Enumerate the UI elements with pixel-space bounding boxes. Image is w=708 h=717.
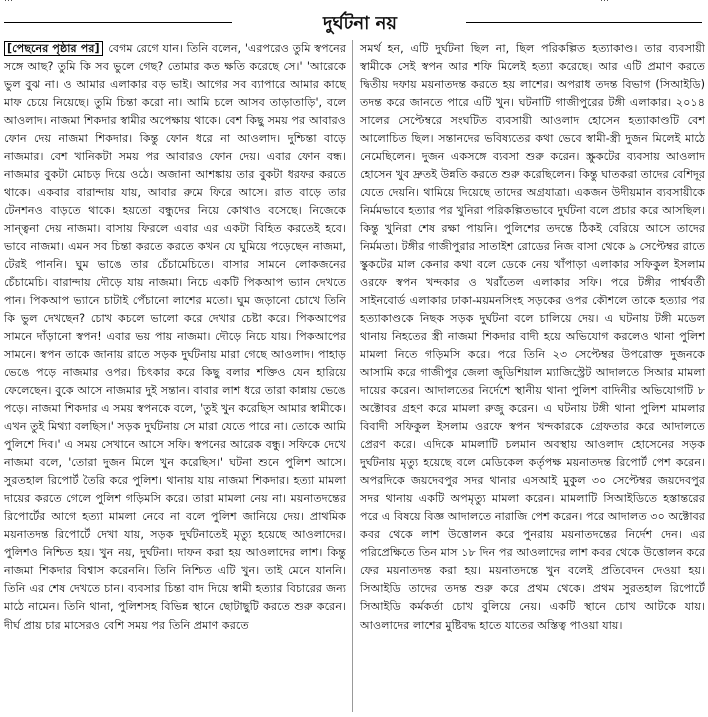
top-strip-right <box>600 0 609 4</box>
headline-rule-right <box>466 22 702 23</box>
article-column-right <box>360 40 705 716</box>
headline-rule-left <box>4 22 232 23</box>
continued-from-tag: [পেছনের পৃষ্ঠার পর] <box>4 41 103 56</box>
page-title: দুর্ঘটনা নয় <box>323 13 397 34</box>
column-divider <box>352 40 353 712</box>
left-column-text: বেগম রেগে যান। তিনি বলেন, 'এরপরেও তুমি স্বপনের সঙ্গে আছ? তুমি কি সব ভুলে গেছ? তোমার কত ক্ষতি করেছে সে।' 'আরেকে ভুল বুঝ না। ও আমার এলাকার বড় ভাই। আগের সব ব্যাপারে আমার কাছে মাফ চেয়ে নিয়েছে। তুমি চিন্তা করো না। আমি চলে আসব তাড়াতাড়ি', বলে আওলাদ। নাজমা শিকদার স্বামীর অপেক্ষায় থাকে। বেশ কিছু সময় পর আবারও ফোন দেয় নাজমা শিকদার। কিন্তু ফোন ধরে না আওলাদ। দুশ্চিন্তা বাড়ে নাজমার। বেশ খানিকটা সময় পর আবারও ফোন দেয়। এবার ফোন বন্ধ। নাজমার বুকটা মোচড় দিয়ে ওঠে। অজানা আশঙ্কায় তার বুকটা ধরফর করতে থাকে। একবার বারান্দায় যায়, আবার রুমে ফিরে আসে। রাত বাড়ে তার টেনশনও বাড়তে থাকে। হয়তো বন্ধুদের নিয়ে কোথাও বসেছে। নিজেকে সান্ত্বনা দেয় নাজমা। বাসায় ফিরলে এবার এর একটা বিহিত করতেই হবে। ভাবে নাজমা। এমন সব চিন্তা করতে করতে কখন যে ঘুমিয়ে পড়েছেন নাজমা, টেরই পাননি। ঘুম ভাঙে তার চেঁচামেচিতে। বাসার সামনে লোকজনের চেঁচামেচি। বারান্দায় দৌড়ে যায় নাজমা। নিচে একটি পিকআপ ভ্যান দেখতে পান। পিকআপ ভ্যানে চাটাই পেঁচানো লাশের মতো। ঘুম জড়ানো চোখে তিনি কি ভুল দেখছেন? চোখ কচলে ভালো করে দেখার চেষ্টা করে। পিকআপের সামনে দাঁড়ানো স্বপন! এবার ভয় পায় নাজমা। দৌড়ে নিচে যায়। পিকআপের সামনে। স্বপন তাকে জানায় রাতে সড়ক দুর্ঘটনায় মারা গেছে আওলাদ। পাহাড় ভেঙে পড়ে নাজমার ওপর। চিৎকার করে কিছু বলার শক্তিও যেন হারিয়ে ফেলেছেন। বুকে আসে নাজমার দুই সন্তান। বাবার লাশ ধরে তারা কান্নায় ভেঙে পড়ে। নাজমা শিকদার এ সময় স্বপনকে বলে, 'তুই খুন করেছিস আমার স্বামীকে। এখন তুই মিথ্যা বলছিস।' সড়ক দুর্ঘটনায় সে মারা যেতে পারে না। তোকে আমি পুলিশে দিব।' এ সময় সেখানে আসে সফি। স্বপনের আরেক বন্ধু। সফিকে দেখে নাজমা বলে, 'তোরা দুজন মিলে খুন করেছিস।' ঘটনা শুনে পুলিশ আসে। সুরতহাল রিপোর্ট তৈরি করে পুলিশ। থানায় যায় নাজমা শিকদার। হত্যা মামলা দায়ের করতে গেলে পুলিশ গড়িমসি করে। তারা মামলা নেয় না। ময়নাতদন্তের রিপোর্টের আগে হত্যা মামলা নেবে না বলে পুলিশ জানিয়ে দেয়। প্রাথমিক ময়নাতদন্ত রিপোর্টে দেখা যায়, সড়ক দুর্ঘটনাতেই মৃত্যু হয়েছে আওলাদের। পুলিশও নিশ্চিত হয়। খুন নয়, দুর্ঘটনা। দাফন করা হয় আওলাদের লাশ। কিন্তু নাজমা শিকদার বিশ্বাস করেননি। তিনি নিশ্চিত এটি খুন। তাই মেনে যাননি। তিনি এর শেষ দেখতে চান। ব্যবসার চিন্তা বাদ দিয়ে স্বামী হত্যার বিচারের জন্য মাঠে নামেন। তিনি থানা, পুলিশসহ বিভিন্ন স্থানে ছোটাছুটি করতে শুরু করেন। দীর্ঘ প্রায় চার মাসেরও বেশি সময় পর তিনি প্রমাণ করতে <box>4 42 346 632</box>
article-column-left <box>4 40 346 716</box>
top-strip <box>0 0 708 6</box>
top-strip-left <box>4 0 13 4</box>
right-column-text: সমর্থ হন, এটি দুর্ঘটনা ছিল না, ছিল পরিকল্পিত হত্যাকাণ্ড। তার ব্যবসায়ী স্বামীকে সেই স্বপন আর শফি মিলেই হত্যা করেছে। আর এটি প্রমাণ করতে দ্বিতীয় দফায় ময়নাতদন্ত করতে হয় লাশের। অপরাধ তদন্ত বিভাগ (সিআইডি) তদন্ত করে জানতে পারে এটি খুন। ঘটনাটি গাজীপুরের টঙ্গী এলাকার। ২০১৪ সালের সেপ্টেম্বরে সংঘটিত ব্যবসায়ী আওলাদ হোসেন হত্যাকাণ্ডটি বেশ আলোচিত ছিল। সন্তানদের ভবিষ্যতের কথা ভেবে স্বামী-স্ত্রী দুজন মিলেই মাঠে নেমেছিলেন। দুজন একসঙ্গে ব্যবসা শুরু করেন। স্ক্রুকটের ব্যবসায় আওলাদ হোসেন খুব দ্রুতই উন্নতি করতে শুরু করেছিলেন। কিন্তু ঘাতকরা তাদের বেশিদূর যেতে দেয়নি। থামিয়ে দিয়েছে তাদের অগ্রযাত্রা। একজন উদীয়মান ব্যবসায়ীকে নির্মমভাবে হত্যার পর খুনিরা পরিকল্পিতভাবে দুর্ঘটনা বলে প্রচার করে আসছিল। কিন্তু খুনিরা শেষ রক্ষা পায়নি। পুলিশের তদন্তে ঠিকই বেরিয়ে আসে তাদের নির্মমতা। টঙ্গীর গাজীপুরার সাতাইশ রোডের নিজ বাসা থেকে ৯ সেপ্টেম্বর রাতে স্কুকটের মাল কেনার কথা বলে ডেকে নেয় খাঁপাড়া এলাকার সফিকুল ইসলাম ওরফে স্বপন খন্দকার ও খরাঁতেল এলাকার সফি। পরে টঙ্গীর পার্শ্ববর্তী সাইনবোর্ড এলাকার ঢাকা-ময়মনসিংহ সড়কের ওপর কৌশলে তাকে হত্যার পর হত্যাকাণ্ডকে নিছক সড়ক দুর্ঘটনা বলে চালিয়ে দেয়। এ ঘটনায় টঙ্গী মডেল থানায় নিহতের স্ত্রী নাজমা শিকদার বাদী হয়ে অভিযোগ করলেও থানা পুলিশ মামলা নিতে গড়িমসি করে। পরে তিনি ২৩ সেপ্টেম্বর উপরোক্ত দুজনকে আসামি করে গাজীপুর জেলা জুডিশিয়াল ম্যাজিস্ট্রেট আদালতে সিআর মামলা দায়ের করেন। আদালতের নির্দেশে স্থানীয় থানা পুলিশ বাদিনীর অভিযোগটি ৮ অক্টোবর গ্রহণ করে মামলা রুজু করেন। এ ঘটনায় টঙ্গী থানা পুলিশ মামলার বিবাদী সফিকুল ইসলাম ওরফে স্বপন খন্দকারকে গ্রেফতার করে আদালতে প্রেরণ করে। এদিকে মামলাটি চলমান অবস্থায় আওলাদ হোসেনের সড়ক দুর্ঘটনায় মৃত্যু হয়েছে বলে মেডিকেল কর্তৃপক্ষ ময়নাতদন্ত রিপোর্ট পেশ করেন। অপরদিকে জয়দেবপুর সদর থানার এসআই মুকুল ৩০ সেপ্টেম্বর জয়দেবপুর সদর থানায় একটি অপমৃত্যু মামলা করেন। মামলাটি সিআইডিতে হস্তান্তরের পরে এ বিষয়ে বিজ্ঞ আদালতে নারাজি পেশ করেন। পরে আদালত ৩০ অক্টোবর কবর থেকে লাশ উত্তোলন করে পুনরায় ময়নাতদন্তের নির্দেশ দেন। এর পরিপ্রেক্ষিতে তিন মাস ১৮ দিন পর আওলাদের লাশ কবর থেকে উত্তোলন করে ফের ময়নাতদন্ত করা হয়। ময়নাতদন্তে খুন বলেই প্রতিবেদন দেওয়া হয়। সিআইডি তাদের তদন্ত শুরু করে প্রথম থেকে। প্রথম সুরতহাল রিপোর্টে সিআইডি কর্মকর্তা চোখ বুলিয়ে নেয়। একটি স্থানে চোখ আটকে যায়। আওলাদের লাশের মুষ্টিবদ্ধ হাতে যাতের অস্তিত্ব পাওয়া যায়। <box>360 42 705 632</box>
headline-row <box>0 12 708 38</box>
left-paragraph <box>4 40 346 635</box>
